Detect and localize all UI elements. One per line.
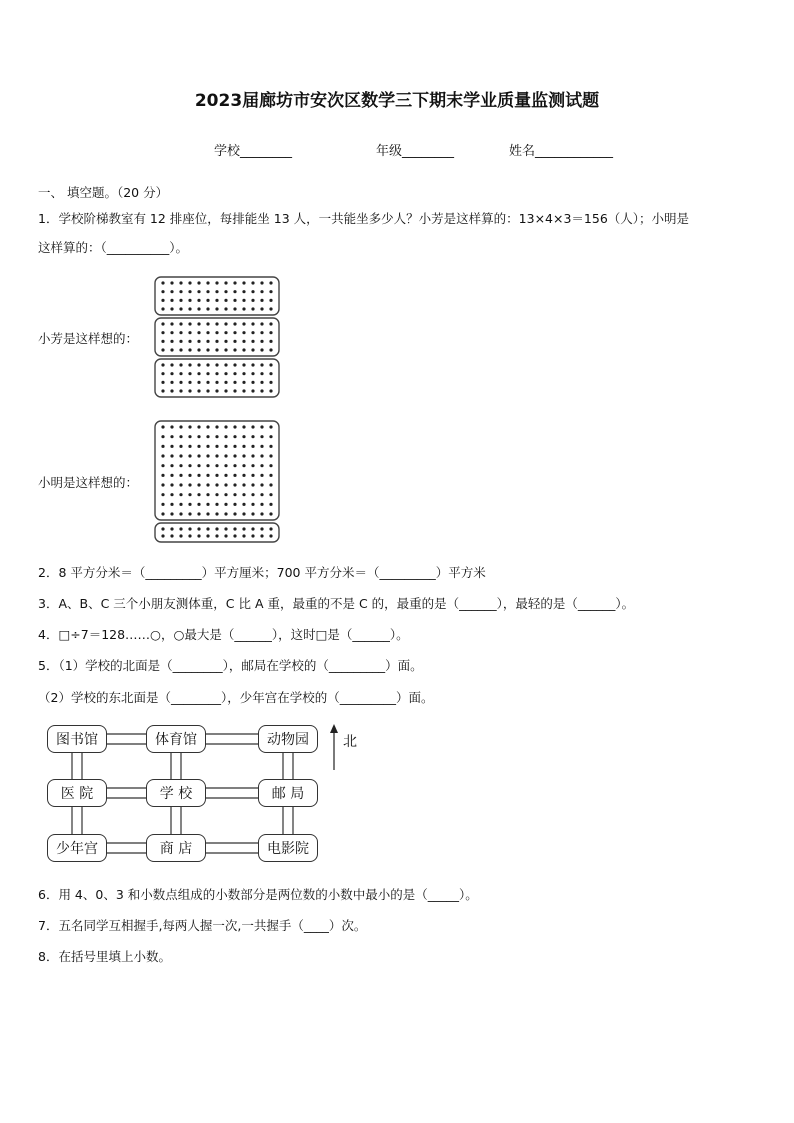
grade-field: 年级________ (376, 144, 455, 159)
question-1-line-1: 1．学校阶梯教室有 12 排座位，每排能坐 13 人，一共能坐多少人？小芳是这样算的：13×4×3＝156（人）；小明是 (38, 211, 690, 226)
map-node-school: 学 校 (146, 779, 206, 807)
xiaofang-label: 小芳是这样想的： (38, 331, 139, 346)
map-node-hospital: 医 院 (47, 779, 107, 807)
map-node-youth-palace: 少年宫 (47, 834, 107, 862)
xiaoming-label: 小明是这样想的： (38, 475, 139, 490)
question-1-line-2: 这样算的：（__________）。 (38, 240, 189, 255)
map-node-gym: 体育馆 (146, 725, 206, 753)
name-field: 姓名____________ (509, 144, 614, 159)
question-2: 2．8 平方分米＝（_________）平方厘米；700 平方分米＝（_________）平方米 (38, 565, 486, 580)
section-heading: 一、 填空题。（20 分） (38, 185, 169, 200)
question-5-part-2: （2）学校的东北面是（________），少年宫在学校的（_________）面。 (38, 690, 434, 705)
map-node-library: 图书馆 (47, 725, 107, 753)
question-8: 8．在括号里填上小数。 (38, 949, 171, 964)
north-arrow-icon (330, 724, 338, 770)
school-field: 学校________ (214, 144, 293, 159)
question-5-part-1: 5．（1）学校的北面是（________），邮局在学校的（_________）面。 (38, 658, 423, 673)
question-4: 4．□÷7＝128……○，○最大是（______），这时□是（______）。 (38, 627, 409, 642)
map-node-shop: 商 店 (146, 834, 206, 862)
question-7: 7．五名同学互相握手,每两人握一次,一共握手（____）次。 (38, 918, 367, 933)
map-node-post-office: 邮 局 (258, 779, 318, 807)
question-6: 6．用 4、0、3 和小数点组成的小数部分是两位数的小数中最小的是（_____）。 (38, 887, 478, 902)
map-node-zoo: 动物园 (258, 725, 318, 753)
question-3: 3．A、B、C 三个小朋友测体重，C 比 A 重，最重的不是 C 的，最重的是（______），最轻的是（______）。 (38, 596, 635, 611)
north-label: 北 (343, 734, 357, 750)
page-title: 2023届廊坊市安次区数学三下期末学业质量监测试题 (194, 91, 600, 111)
map-node-cinema: 电影院 (258, 834, 318, 862)
